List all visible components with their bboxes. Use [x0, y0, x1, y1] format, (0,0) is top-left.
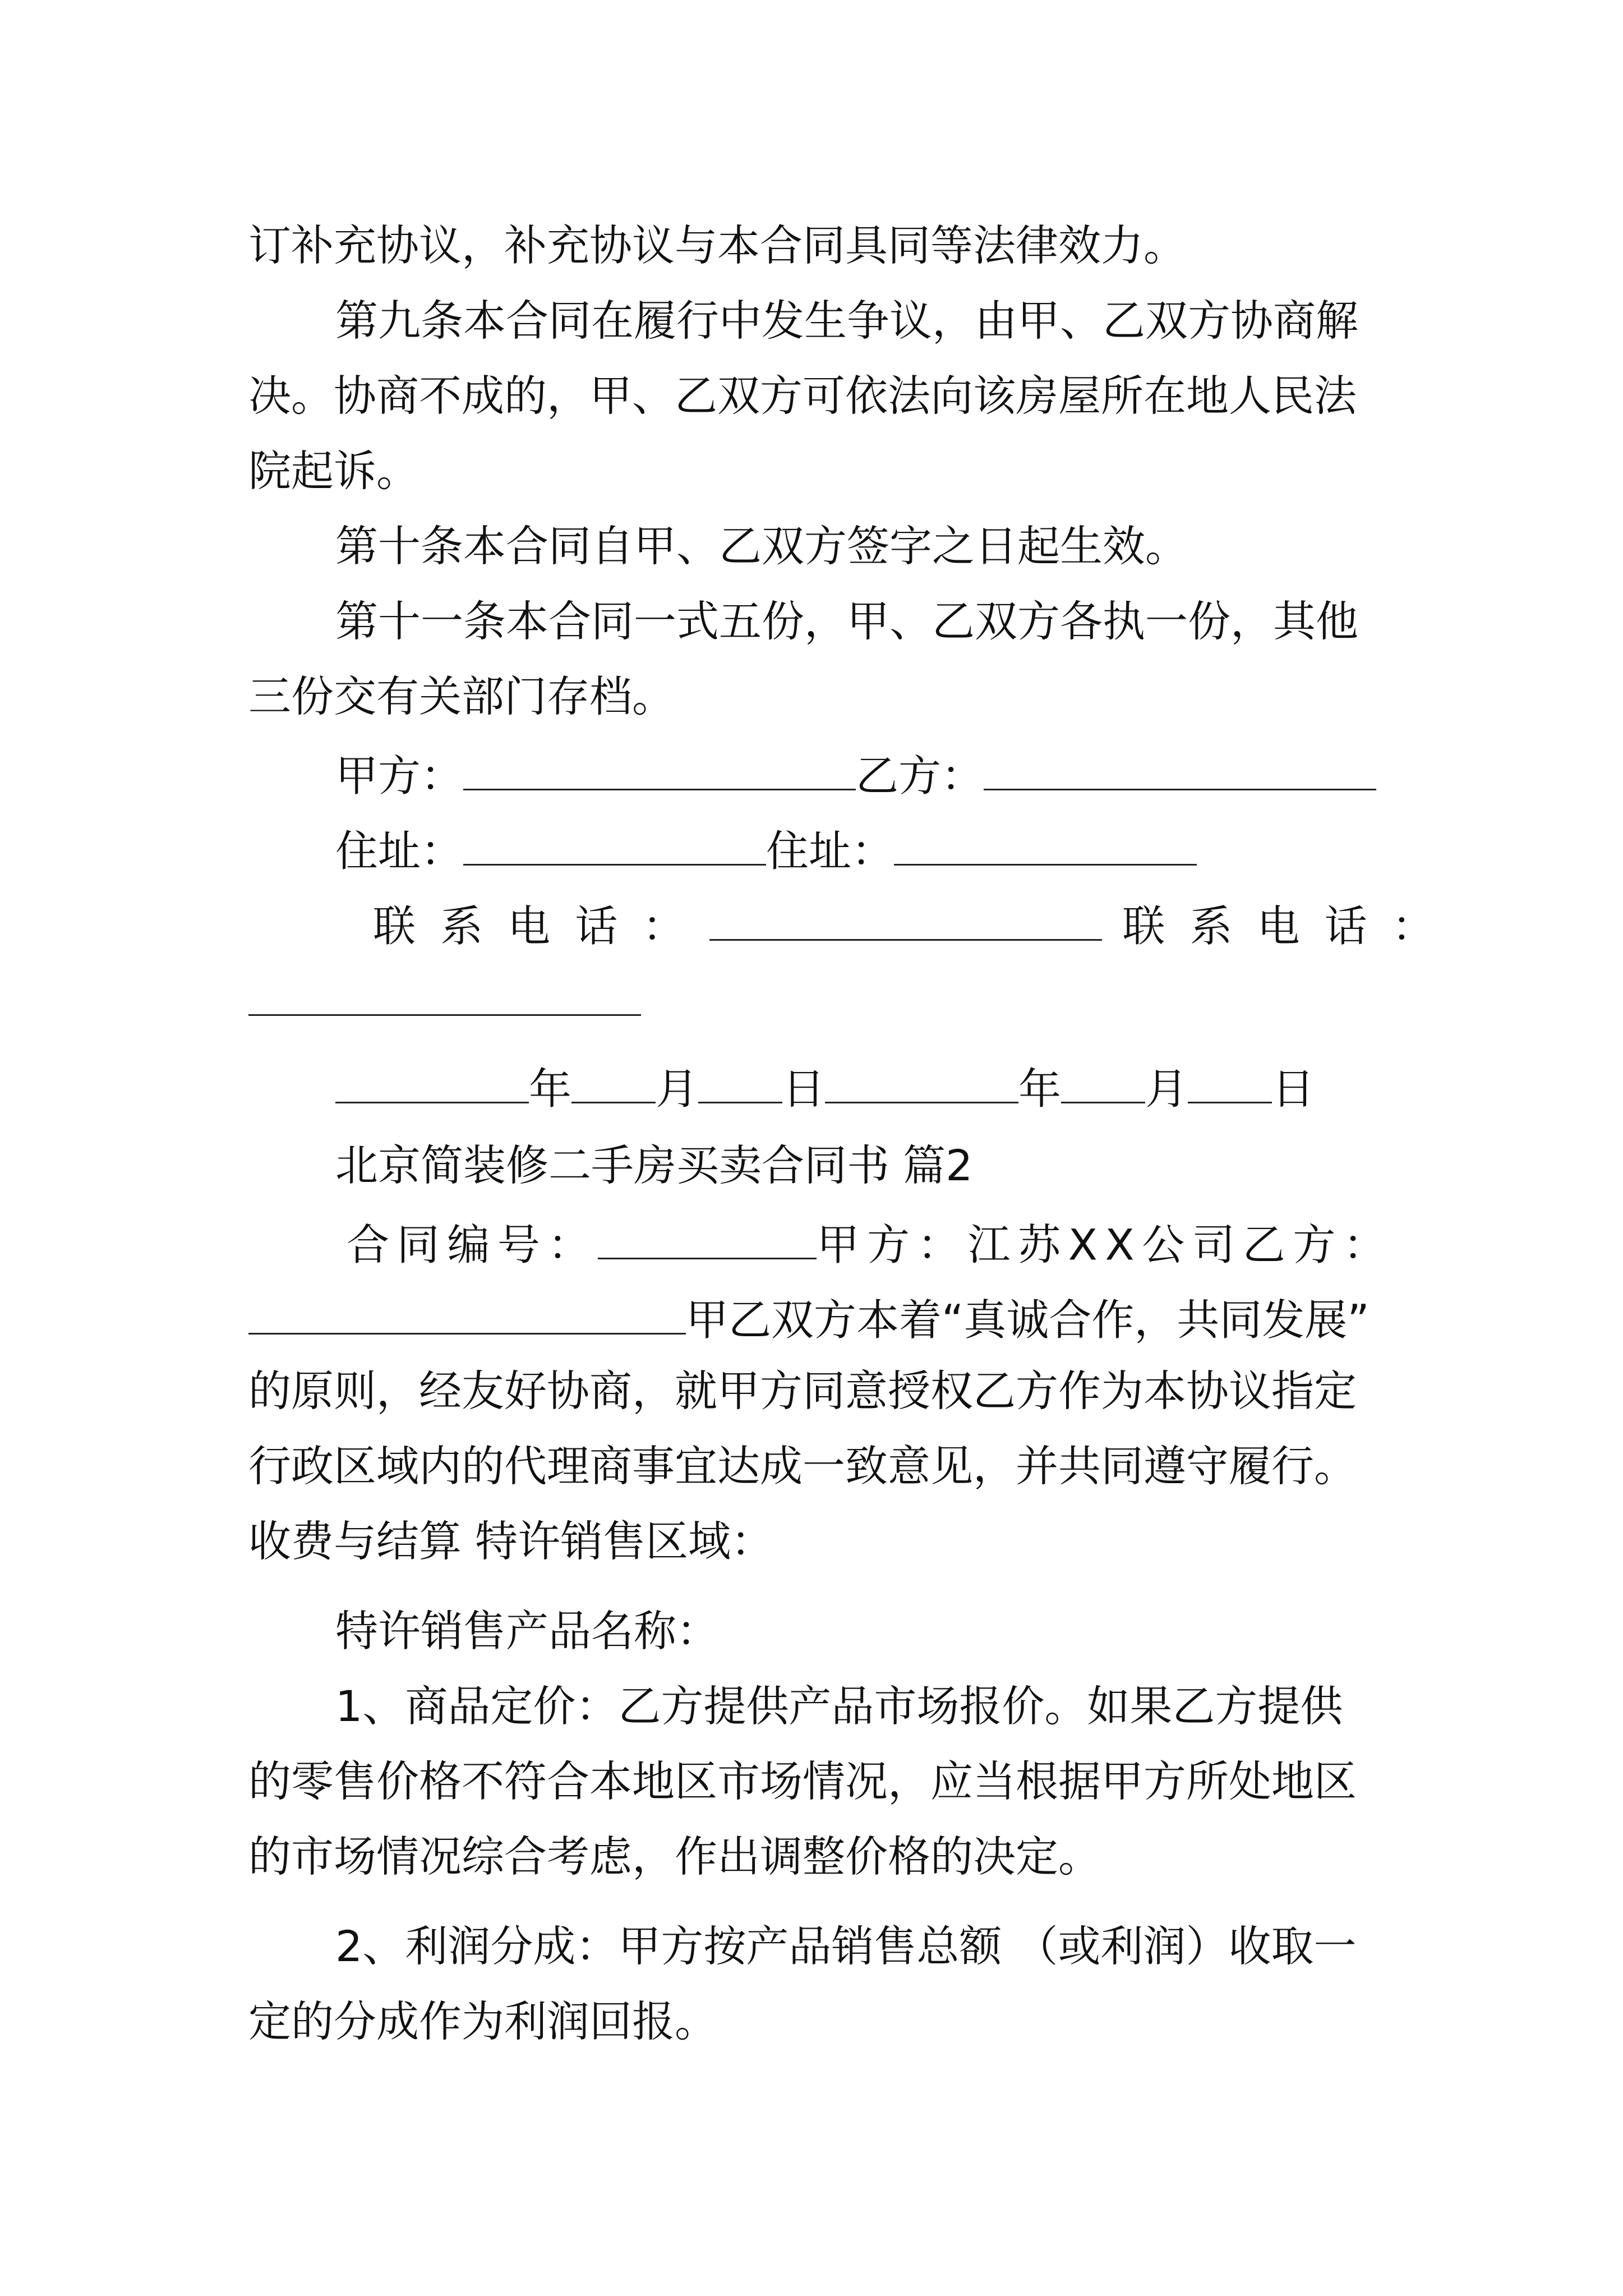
article-11-line: 第十一条本合同一式五份，甲、乙双方各执一份，其他 — [335, 596, 1358, 646]
party-a-address-blank — [463, 826, 766, 866]
year-label: 年 — [1018, 1064, 1061, 1114]
party-b-address-blank — [894, 826, 1197, 866]
party-b-year-blank — [825, 1064, 1018, 1103]
contract-number-blank — [598, 1220, 817, 1259]
month-label: 月 — [656, 1064, 698, 1114]
intro-text: 甲乙双方本着“真诚合作，共同发展” — [686, 1295, 1370, 1345]
party-b-name-blank — [248, 1295, 686, 1335]
article-11-line: 三份交有关部门存档。 — [248, 671, 675, 721]
party-a-blank — [463, 751, 856, 790]
intro-line: 收费与结算 特许销售区域： — [248, 1516, 774, 1566]
address-row — [335, 826, 1197, 876]
pricing-item-line: 1、商品定价：乙方提供产品市场报价。如果乙方提供 — [335, 1681, 1343, 1731]
party-a-label: 甲方： — [335, 751, 463, 801]
profit-item-line: 2、利润分成：甲方按产品销售总额 （或利润）收取一 — [335, 1921, 1357, 1971]
article-9-line: 第九条本合同在履行中发生争议，由甲、乙双方协商解 — [335, 296, 1358, 346]
party-b-month-blank — [1061, 1064, 1145, 1103]
party-a-address-label: 住址： — [335, 826, 463, 876]
contract-number-label: 合同编号： — [347, 1220, 598, 1270]
party-a-signature-row — [335, 751, 1376, 801]
party-a-day-blank — [698, 1064, 782, 1103]
month-label: 月 — [1145, 1064, 1188, 1114]
paragraph-line: 订补充协议，补充协议与本合同具同等法律效力。 — [248, 220, 1186, 270]
section-title: 北京简装修二手房买卖合同书 篇2 — [335, 1140, 973, 1190]
party-b-label: 乙方： — [856, 751, 984, 801]
party-a-company: 甲方：江苏XX公司乙方： — [817, 1220, 1394, 1270]
day-label: 日 — [782, 1064, 825, 1114]
product-name-line: 特许销售产品名称： — [335, 1606, 719, 1656]
intro-line: 行政区域内的代理商事宜达成一致意见，并共同遵守履行。 — [248, 1441, 1357, 1491]
year-label: 年 — [529, 1064, 571, 1114]
party-a-phone-blank — [709, 901, 1102, 941]
profit-item-line: 定的分成作为利润回报。 — [248, 1996, 717, 2046]
intro-line: 的原则，经友好协商，就甲方同意授权乙方作为本协议指定 — [248, 1366, 1357, 1416]
party-b-phone-label: 联系电话： — [1122, 901, 1459, 951]
party-b-blank — [984, 751, 1376, 790]
day-label: 日 — [1272, 1064, 1315, 1114]
date-row — [335, 1064, 1315, 1114]
party-b-address-label: 住址： — [766, 826, 894, 876]
article-9-line: 院起诉。 — [248, 446, 419, 496]
article-9-line: 决。协商不成的，甲、乙双方可依法向该房屋所在地人民法 — [248, 371, 1357, 421]
intro-line — [248, 1295, 1370, 1345]
party-a-month-blank — [571, 1064, 656, 1103]
party-b-phone-blank — [248, 976, 641, 1016]
pricing-item-line: 的市场情况综合考虑，作出调整价格的决定。 — [248, 1832, 1101, 1881]
pricing-item-line: 的零售价格不符合本地区市场情况，应当根据甲方所处地区 — [248, 1756, 1357, 1806]
article-10-line: 第十条本合同自甲、乙双方签字之日起生效。 — [335, 521, 1188, 571]
party-a-phone-label: 联系电话： — [373, 901, 710, 951]
phone-row-continued — [248, 976, 641, 1023]
phone-row — [373, 901, 1459, 951]
contract-number-row — [347, 1220, 1394, 1270]
party-a-year-blank — [335, 1064, 529, 1103]
party-b-day-blank — [1188, 1064, 1272, 1103]
